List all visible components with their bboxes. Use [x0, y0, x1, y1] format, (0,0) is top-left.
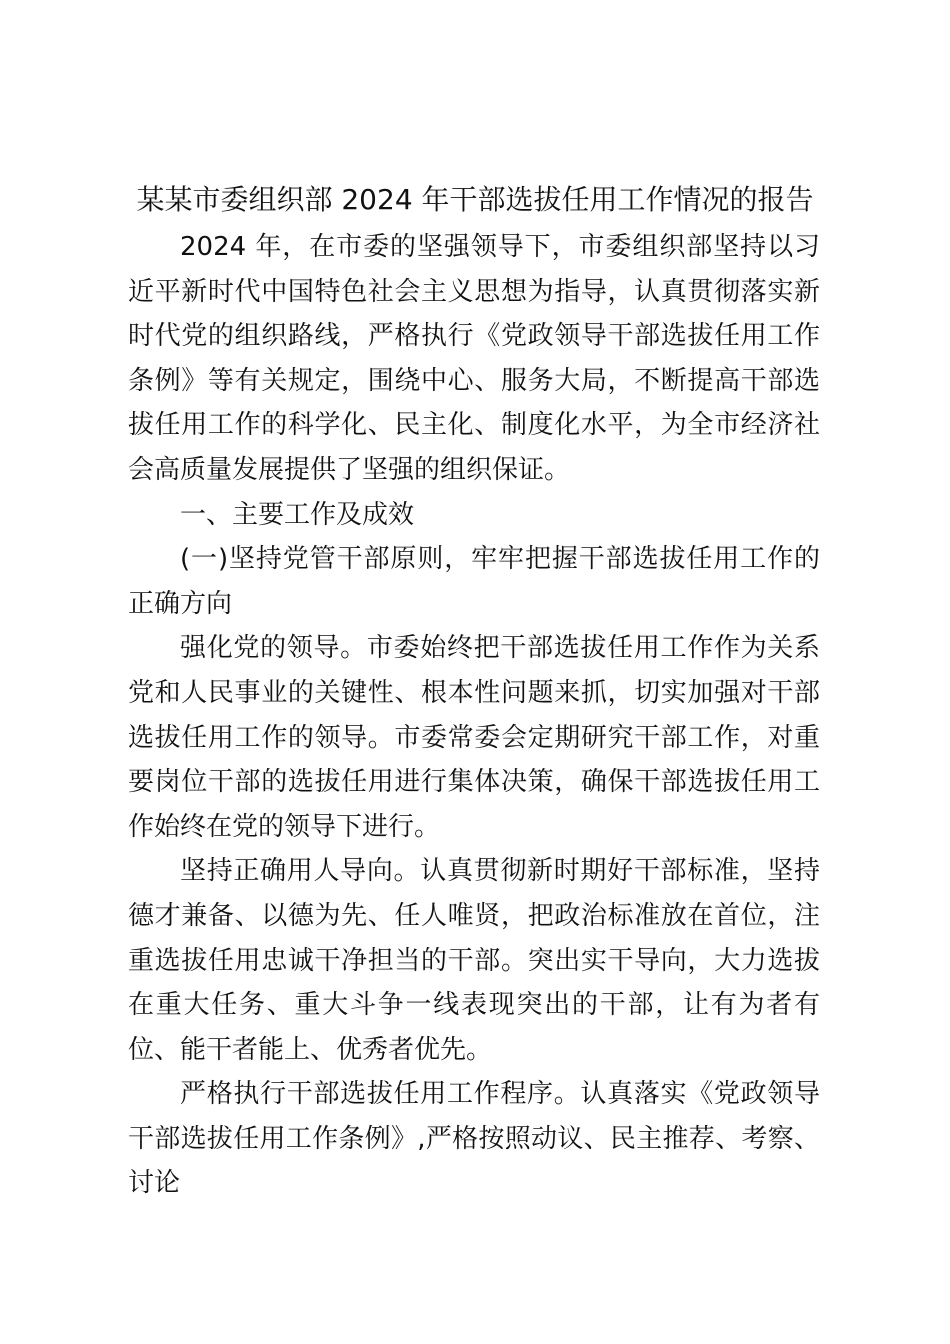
- body-paragraph: 严格执行干部选拔任用工作程序。认真落实《党政领导干部选拔任用工作条例》,严格按照动议、民主推荐、考察、讨论: [128, 1079, 820, 1199]
- section-heading: 一、主要工作及成效: [180, 499, 415, 530]
- document-title: 某某市委组织部 2024 年干部选拔任用工作情况的报告: [136, 183, 814, 216]
- intro-paragraph: 2024 年，在市委的坚强领导下，市委组织部坚持以习近平新时代中国特色社会主义思想为指导，认真贯彻落实新时代党的组织路线，严格执行《党政领导干部选拔任用工作条例》等有关规定，围绕中心、服务大局，不断提高干部选拔任用工作的科学化、民主化、制度化水平，为全市经济社会高质量发展提供了坚强的组织保证。: [128, 232, 820, 485]
- body-paragraph: 强化党的领导。市委始终把干部选拔任用工作作为关系党和人民事业的关键性、根本性问题来抓，切实加强对干部选拔任用工作的领导。市委常委会定期研究干部工作，对重要岗位干部的选拔任用进行集体决策，确保干部选拔任用工作始终在党的领导下进行。: [128, 633, 820, 842]
- body-paragraph: 坚持正确用人导向。认真贯彻新时期好干部标准，坚持德才兼备、以德为先、任人唯贤，把政治标准放在首位，注重选拔任用忠诚干净担当的干部。突出实干导向，大力选拔在重大任务、重大斗争一线表现突出的干部，让有为者有位、能干者能上、优秀者优先。: [128, 856, 820, 1065]
- subsection-heading: (一)坚持党管干部原则，牢牢把握干部选拔任用工作的正确方向: [128, 544, 820, 619]
- document-body: [128, 225, 820, 1206]
